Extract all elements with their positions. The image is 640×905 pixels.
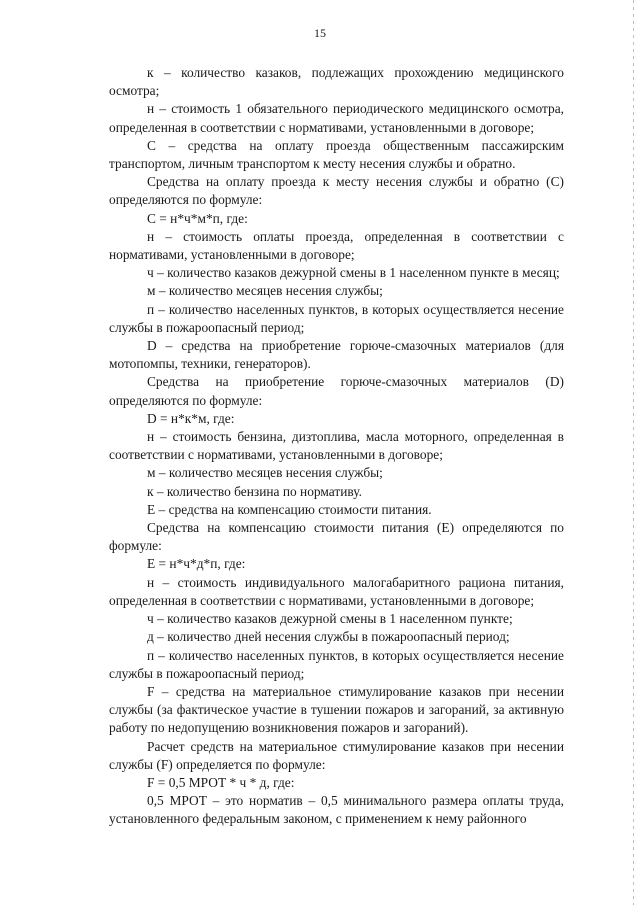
paragraph-k-definition: к – количество казаков, подлежащих прохождению медицинского осмотра;	[109, 65, 564, 99]
paragraph-ch-shift-count-2: ч – количество казаков дежурной смены в 1 населенном пункте;	[147, 611, 513, 627]
formula-c: С = н*ч*м*п, где:	[147, 210, 248, 226]
paragraph-m-months: м – количество месяцев несения службы;	[147, 283, 383, 299]
paragraph-n-exam-cost: н – стоимость 1 обязательного периодического медицинского осмотра, определенная в соответствии с нормативами, установленными в договоре;	[109, 101, 564, 135]
page-number: 15	[314, 26, 326, 40]
paragraph-k-fuel-amount: к – количество бензина по нормативу.	[147, 483, 362, 499]
paragraph-c-formula-intro: Средства на оплату проезда к месту несения службы и обратно (С) определяются по формуле:	[109, 174, 564, 208]
paragraph-n-fuel-cost: н – стоимость бензина, дизтоплива, масла моторного, определенная в соответствии с нормативами, установленными в договоре;	[109, 429, 564, 463]
paragraph-d-definition: D – средства на приобретение горюче-смазочных материалов (для мотопомпы, техники, генераторов).	[109, 338, 564, 372]
paragraph-n-travel-cost: н – стоимость оплаты проезда, определенная в соответствии с нормативами, установленными в договоре;	[109, 228, 564, 263]
paragraph-mrot-definition: 0,5 МРОТ – это норматив – 0,5 минимального размера оплаты труда, установленного федеральным законом, с применением к нему районного	[109, 793, 564, 827]
paragraph-p-settlements-2: п – количество населенных пунктов, в которых осуществляется несение службы в пожароопасный период;	[109, 647, 564, 681]
paragraph-d-days: д – количество дней несения службы в пожароопасный период;	[147, 629, 510, 645]
paragraph-e-definition: Е – средства на компенсацию стоимости питания.	[147, 501, 432, 517]
formula-f: F = 0,5 МРОТ * ч * д, где:	[147, 774, 295, 790]
formula-d: D = н*к*м, где:	[147, 410, 235, 426]
document-body	[109, 64, 564, 829]
formula-e: Е = н*ч*д*п, где:	[147, 556, 246, 572]
paragraph-f-formula-intro: Расчет средств на материальное стимулирование казаков при несении службы (F) определяется по формуле:	[109, 738, 564, 772]
paragraph-n-ration-cost: н – стоимость индивидуального малогабаритного рациона питания, определенная в соответствии с нормативами, установленными в договоре;	[109, 574, 564, 608]
paragraph-p-settlements: п – количество населенных пунктов, в которых осуществляется несение службы в пожароопасный период;	[109, 301, 564, 335]
paragraph-e-formula-intro: Средства на компенсацию стоимости питания (Е) определяются по формуле:	[109, 520, 564, 554]
paragraph-m-months-2: м – количество месяцев несения службы;	[147, 465, 383, 481]
paragraph-d-formula-intro: Средства на приобретение горюче-смазочных материалов (D) определяются по формуле:	[109, 374, 564, 408]
paragraph-c-definition: С – средства на оплату проезда общественным пассажирским транспортом, личным транспортом к месту несения службы и обратно.	[109, 137, 564, 172]
paragraph-f-definition: F – средства на материальное стимулирование казаков при несении службы (за фактическое участие в тушении пожаров и загораний, за активную работу по недопущению возникновения пожаров и загораний).	[109, 683, 564, 736]
paragraph-ch-shift-count: ч – количество казаков дежурной смены в 1 населенном пункте в месяц;	[147, 265, 560, 281]
scan-edge-line	[633, 0, 634, 905]
